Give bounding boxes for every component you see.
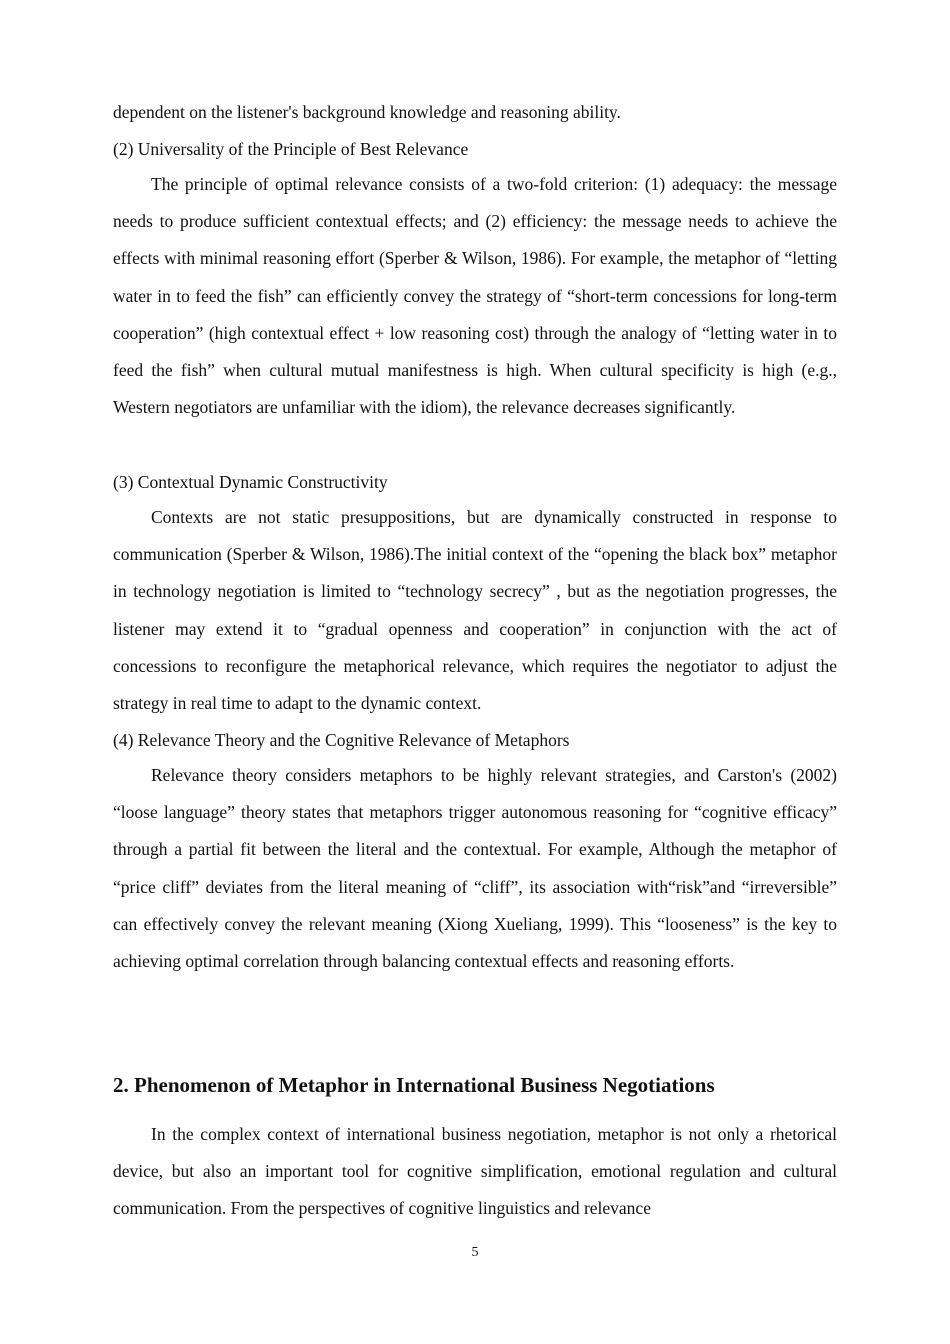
subsection-heading-2: (2) Universality of the Principle of Best Relevance [113, 139, 469, 159]
subsection-paragraph-2: The principle of optimal relevance consists of a two-fold criterion: (1) adequacy: the message needs to produce sufficient contextual effects; and (2) efficiency: the message needs to achieve the effects with minimal reasoning effort (Sperber & Wilson, 1986). For example, the metaphor of “letting water in to feed the fish” can efficiently convey the strategy of “short-term concessions for long-term cooperation” (high contextual effect + low reasoning cost) through the analogy of “letting water in to feed the fish” when cultural mutual manifestness is high. When cultural specificity is high (e.g., Western negotiators are unfamiliar with the idiom), the relevance decreases significantly. [113, 174, 837, 418]
subsection-heading-4: (4) Relevance Theory and the Cognitive Relevance of Metaphors [113, 730, 570, 750]
subsection-heading-3: (3) Contextual Dynamic Constructivity [113, 472, 388, 492]
page-number: 5 [471, 1245, 479, 1260]
section-2-paragraph: In the complex context of international business negotiation, metaphor is not only a rhetorical device, but also an important tool for cognitive simplification, emotional regulation and cultural communication. From the perspectives of cognitive linguistics and relevance [113, 1124, 837, 1219]
section-2-title: 2. Phenomenon of Metaphor in International Business Negotiations [113, 1073, 715, 1097]
subsection-paragraph-3: Contexts are not static presuppositions, but are dynamically constructed in response to communication (Sperber & Wilson, 1986).The initial context of the “opening the black box” metaphor in technology negotiation is limited to “technology secrecy” , but as the negotiation progresses, the listener may extend it to “gradual openness and cooperation” in conjunction with the act of concessions to reconfigure the metaphorical relevance, which requires the negotiator to adjust the strategy in real time to adapt to the dynamic context. [113, 507, 837, 714]
continuation-text: dependent on the listener's background knowledge and reasoning ability. [113, 102, 621, 122]
subsection-paragraph-4: Relevance theory considers metaphors to be highly relevant strategies, and Carston's (2002) “loose language” theory states that metaphors trigger autonomous reasoning for “cognitive efficacy” through a partial fit between the literal and the contextual. For example, Although the metaphor of “price cliff” deviates from the literal meaning of “cliff”, its association with“risk”and “irreversible” can effectively convey the relevant meaning (Xiong Xueliang, 1999). This “looseness” is the key to achieving optimal correlation through balancing contextual effects and reasoning efforts. [113, 765, 837, 972]
